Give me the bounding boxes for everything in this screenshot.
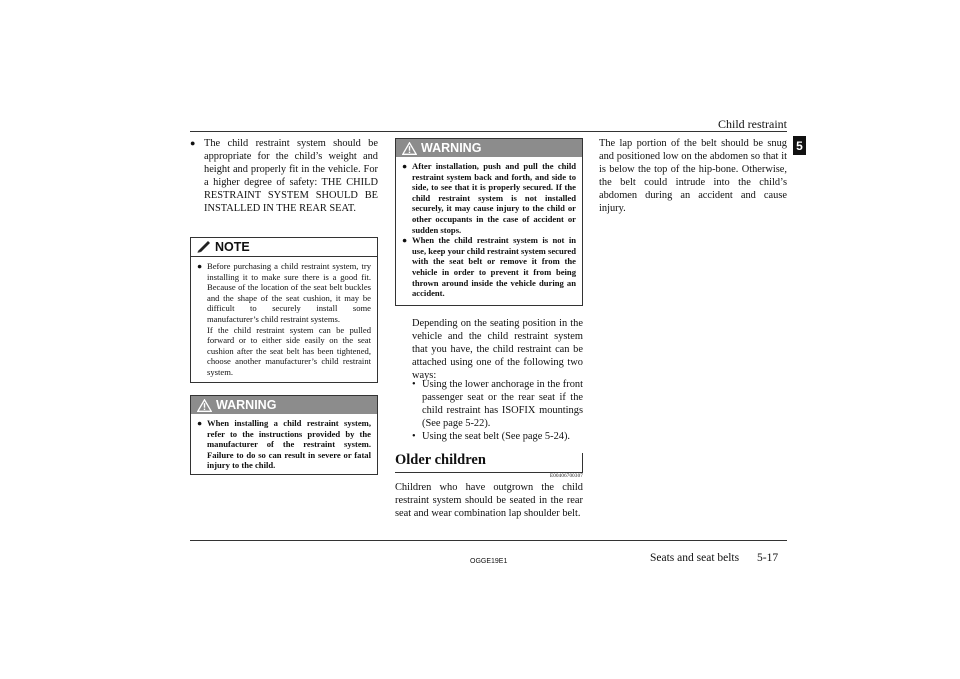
note-paragraph-2: If the child restraint system can be pulled forward or to either side easily on the seat cushion after the seat belt has been tightened, choose another manufacturer’s child restraint system. [207, 324, 371, 377]
bullet-icon: ● [402, 161, 408, 171]
options-list [412, 378, 583, 443]
bullet-icon: ● [402, 235, 408, 246]
middle-warning-body [396, 157, 582, 304]
list-item [412, 430, 583, 443]
left-bullet-text: The child restraint system should be appropriate for the child’s weight and height and properly fit in the vehicle. For a higher degree of safety: THE CHILD RESTRAINT SYSTEM SHOULD BE INSTALLED IN THE REAR SEAT. [204, 138, 378, 215]
warning-label: WARNING [216, 398, 277, 412]
warning-triangle-icon [402, 142, 417, 155]
warning-header [396, 139, 582, 157]
bullet-icon: ● [197, 261, 203, 271]
note-paragraph-1: Before purchasing a child restraint system, try installing it to make sure there is a good fit. Because of the location of the seat belt buckles and the shape of the seat cushion, it may be difficult to securely install some manufacturer’s child restraint systems. [207, 261, 371, 324]
note-item [197, 261, 371, 378]
warning-label: WARNING [421, 141, 482, 155]
warning-item [402, 161, 576, 235]
section-title-rule-end [582, 453, 583, 472]
chapter-tab: 5 [793, 136, 806, 155]
middle-warning-box [395, 138, 583, 306]
warning-triangle-icon [197, 399, 212, 412]
middle-warning-item-2: When the child restraint system is not in use, keep your child restraint system secured with the seat belt or remove it from the vehicle in order to prevent it from being thrown around inside the vehicle during an accident. [412, 235, 576, 299]
note-box [190, 237, 378, 383]
section-text: Children who have outgrown the child restraint system should be seated in the rear seat and wear combination lap shoulder belt. [395, 482, 583, 520]
intro-paragraph: Depending on the seating position in the vehicle and the child restraint system that you have, the child restraint can be attached using one of the following two ways: [412, 318, 583, 382]
note-label: NOTE [215, 240, 250, 254]
note-header [191, 238, 377, 257]
note-pencil-icon [197, 241, 211, 253]
warning-header [191, 396, 377, 414]
section-title: Older children [395, 452, 486, 468]
header-rule [190, 131, 787, 132]
note-body [191, 257, 377, 383]
bullet-icon: ● [190, 138, 196, 148]
footer-page-number: 5-17 [757, 552, 779, 564]
left-bullet [190, 137, 378, 216]
footer-rule [190, 540, 787, 541]
left-warning-box [190, 395, 378, 475]
footer-doc-code: OGGE19E1 [470, 558, 508, 565]
option-2: Using the seat belt (See page 5-24). [422, 431, 571, 443]
right-paragraph: The lap portion of the belt should be snug and positioned low on the abdomen so that it is below the top of the hip-bone. Otherwise, the belt could intrude into the child’s abdomen during an accident and cause injury. [599, 138, 787, 215]
list-item [412, 378, 583, 430]
bullet-icon: ● [197, 418, 203, 428]
option-1: Using the lower anchorage in the front passenger seat or the rear seat if the child restraint has ISOFIX mountings (See page 5-22). [422, 379, 583, 430]
left-warning-body [191, 414, 377, 476]
bullet-icon: • [412, 431, 416, 443]
middle-warning-item-1: After installation, push and pull the child restraint system back and forth, and side to side, to see that it is properly secured. If the child restraint system is not installed securely, it may cause injury to the child or other occupants in the case of accident or sudden stops. [412, 161, 576, 235]
section-title-rule [395, 472, 583, 473]
warning-item [402, 235, 576, 299]
bullet-icon: • [412, 379, 416, 390]
footer-section-name: Seats and seat belts [650, 552, 740, 564]
left-warning-text: When installing a child restraint system, refer to the instructions provided by the manufacturer of the restraint system. Failure to do so can result in severe or fatal injury to the child. [207, 418, 371, 471]
header-title: Child restraint [718, 117, 787, 131]
warning-item [197, 418, 371, 471]
section-code: E00406700307 [550, 474, 583, 479]
